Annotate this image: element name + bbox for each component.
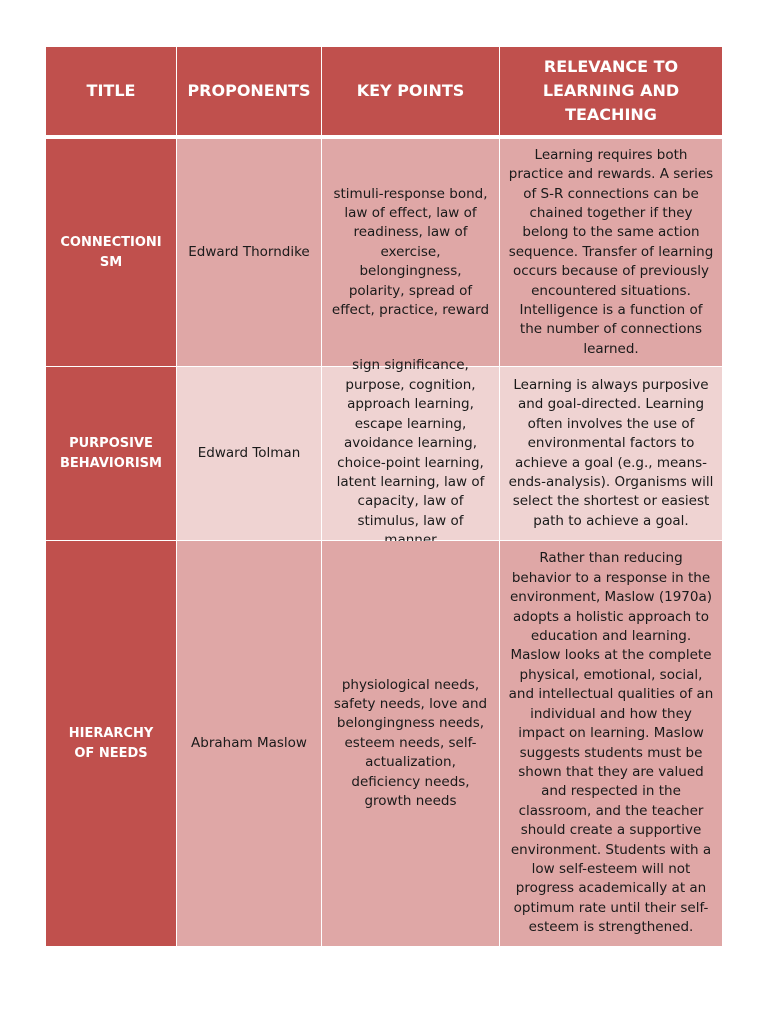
header-title: TITLE (46, 47, 177, 139)
row-key-points: purpose, cognition, approach learning, escape learning, avoidance learning, choice-point learning, latent learning, law of capacity, law of stimulus, law of (322, 367, 500, 541)
header-key-points: KEY POINTS (322, 47, 500, 139)
row-relevance: Rather than reducing behavior to a response in the environment, Maslow (1970a) adopts a holistic approach to education and learning. Maslow looks at the complete physical, emotional, social, and intellectual qualities of an individual and how they impact on learning. Maslow suggests students must be shown that they are valued and respected in the classroom, and the teacher should create a supportive environment. Students with a low self-esteem will not progress academically at an optimum rate until their self-esteem is strengthened. (500, 541, 722, 947)
row-relevance: Learning requires both practice and rewards. A series of S-R connections can be chained together if they belong to the same action sequence. Transfer of learning occurs because of previously encountered situations. Intelligence is a function of the number of connections learned. (500, 139, 722, 367)
row-proponent: Edward Thorndike (177, 139, 322, 367)
row-key-points: stimuli-response bond, law of effect, law of readiness, law of exercise, belongingness, polarity, spread of effect, practice, reward (322, 139, 500, 367)
row-title: PURPOSIVE BEHAVIORISM (46, 367, 177, 541)
header-proponents: PROPONENTS (177, 47, 322, 139)
row-title: CONNECTIONISM (46, 139, 177, 367)
row-proponent: Edward Tolman (177, 367, 322, 541)
row-relevance: Learning is always purposive and goal-directed. Learning often involves the use of environmental factors to achieve a goal (e.g., means-ends-analysis). Organisms will select the shortest or easiest path to achieve a goal. (500, 367, 722, 541)
row-proponent: Abraham Maslow (177, 541, 322, 947)
learning-theories-table (46, 47, 722, 947)
row-title: HIERARCHY OF NEEDS (46, 541, 177, 947)
header-relevance: RELEVANCE TO LEARNING AND TEACHING (500, 47, 722, 139)
row-key-points: physiological needs, safety needs, love and belongingness needs, esteem needs, self-actualization, deficiency needs, growth needs (322, 541, 500, 947)
